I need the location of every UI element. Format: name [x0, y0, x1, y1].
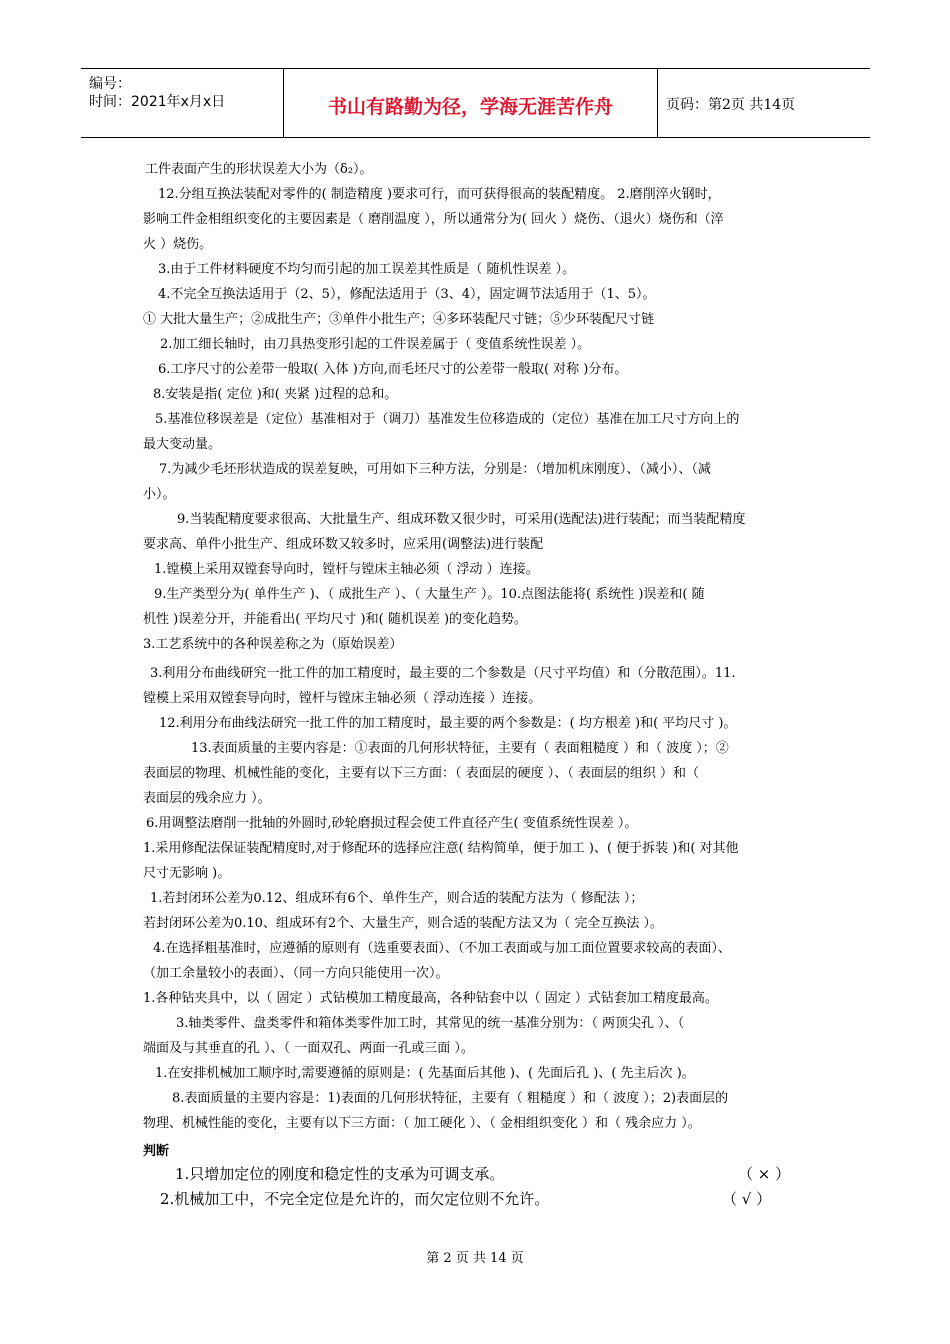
body-line: （加工余量较小的表面）、（同一方向只能使用一次）。: [143, 966, 449, 981]
body-line: 表面层的物理、机械性能的变化，主要有以下三方面：（ 表面层的硬度 ）、（ 表面层的组织 ）和（: [143, 766, 700, 781]
body-line: 表面层的残余应力 ）。: [143, 791, 271, 806]
judgment-answer: （ × ）: [738, 1165, 791, 1183]
body-line: 端面及与其垂直的孔 ）、（ 一面双孔、两面一孔或三面 ）。: [143, 1041, 474, 1056]
body-line: 3.轴类零件、盘类零件和箱体类零件加工时，其常见的统一基准分别为：（ 两顶尖孔 ）、（: [176, 1016, 685, 1031]
body-line: 4.在选择粗基准时，应遵循的原则有（选重要表面）、（不加工表面或与加工面位置要求较高的表面）、: [153, 941, 731, 956]
body-line: 9.生产类型分为( 单件生产 )、（ 成批生产 ）、（ 大量生产 ）。10.点图法能将( 系统性 )误差和( 随: [154, 587, 705, 602]
body-line: 8.表面质量的主要内容是：1)表面的几何形状特征，主要有（ 粗糙度 ）和（ 波度 ）；2)表面层的: [172, 1091, 729, 1106]
body-line: 最大变动量。: [143, 437, 222, 452]
body-line: 6.工序尺寸的公差带一般取( 入体 )方向,而毛坯尺寸的公差带一般取( 对称 )分布。: [158, 362, 628, 377]
judgment-question: 2.机械加工中，不完全定位是允许的，而欠定位则不允许。: [160, 1190, 550, 1208]
body-line: 若封闭环公差为0.10、组成环有2个、大量生产，则合适的装配方法又为（ 完全互换法 ）。: [143, 916, 663, 931]
body-line: 2.加工细长轴时，由刀具热变形引起的工件误差属于（ 变值系统性误差 ）。: [160, 337, 591, 352]
body-line: 3.工艺系统中的各种误差称之为（原始误差）: [143, 637, 403, 652]
body-line: 火 ）烧伤。: [143, 237, 213, 252]
body-line: 3.由于工件材料硬度不均匀而引起的加工误差其性质是（ 随机性误差 ）。: [158, 262, 576, 277]
body-line: 3.利用分布曲线研究一批工件的加工精度时，最主要的二个参数是（尺寸平均值）和（分散范围）。11.: [150, 666, 736, 681]
page-footer: 第 2 页 共 14 页: [426, 1251, 524, 1266]
document-number: 编号：: [89, 76, 131, 92]
body-line: ① 大批大量生产；②成批生产；③单件小批生产；④多环装配尺寸链；⑤少环装配尺寸链: [143, 312, 655, 327]
motto-text: 书山有路勤为径，学海无涯苦作舟: [327, 96, 613, 118]
page-header: [81, 68, 870, 138]
body-line: 6.用调整法磨削一批轴的外圆时,砂轮磨损过程会使工件直径产生( 变值系统性误差 ）。: [146, 816, 638, 831]
body-line: 1.在安排机械加工顺序时,需要遵循的原则是：( 先基面后其他 )、( 先面后孔 )、( 先主后次 )。: [155, 1066, 695, 1081]
body-line: 小）。: [143, 487, 176, 502]
body-line: 1.各种钻夹具中，以（ 固定 ）式钻模加工精度最高，各种钻套中以（ 固定 ）式钻套加工精度最高。: [143, 991, 718, 1006]
body-line: 要求高、单件小批生产、组成环数又较多时，应采用(调整法)进行装配: [143, 537, 544, 552]
document-date: 时间：2021年x月x日: [89, 94, 226, 110]
body-line: 1.若封闭环公差为0.12、组成环有6个、单件生产，则合适的装配方法为（ 修配法 ）；: [150, 891, 644, 906]
body-line: 机性 )误差分开，并能看出( 平均尺寸 )和( 随机误差 )的变化趋势。: [143, 612, 528, 627]
body-line: 9.当装配精度要求很高、大批量生产、组成环数又很少时，可采用(选配法)进行装配；而当装配精度: [177, 512, 746, 527]
header-info-cell: [81, 69, 284, 137]
body-line: 尺寸无影响 )。: [143, 866, 231, 881]
body-line: 8.安装是指( 定位 )和( 夹紧 )过程的总和。: [153, 387, 398, 402]
judgment-heading: 判断: [143, 1144, 170, 1159]
body-line: 1.镗模上采用双镗套导向时，镗杆与镗床主轴必须（ 浮动 ）连接。: [154, 562, 539, 577]
judgment-answer: （ √ ）: [722, 1190, 772, 1208]
header-motto-cell: [284, 69, 658, 137]
header-page-cell: [658, 69, 870, 137]
body-line: 1.采用修配法保证装配精度时,对于修配环的选择应注意( 结构简单，便于加工 )、( 便于拆装 )和( 对其他: [143, 841, 739, 856]
body-line: 5.基准位移误差是（定位）基准相对于（调刀）基准发生位移造成的（定位）基准在加工尺寸方向上的: [155, 412, 740, 427]
body-line: 镗模上采用双镗套导向时，镗杆与镗床主轴必须（ 浮动连接 ）连接。: [143, 691, 542, 706]
body-line: 13.表面质量的主要内容是：①表面的几何形状特征，主要有（ 表面粗糙度 ）和（ 波度 ）；②: [191, 741, 729, 756]
judgment-question: 1.只增加定位的刚度和稳定性的支承为可调支承。: [175, 1165, 505, 1183]
body-line: 物理、机械性能的变化，主要有以下三方面：（ 加工硬化 ）、（ 金相组织变化 ）和（ 残余应力 ）。: [143, 1116, 701, 1131]
body-line: 7.为减少毛坯形状造成的误差复映，可用如下三种方法，分别是：（增加机床刚度）、（减小）、（减: [159, 462, 711, 477]
header-page-number: 页码：第2页 共14页: [666, 97, 796, 113]
body-line: 12.利用分布曲线法研究一批工件的加工精度时，最主要的两个参数是：( 均方根差 )和( 平均尺寸 )。: [159, 716, 737, 731]
body-line: 影响工件金相组织变化的主要因素是（ 磨削温度 ），所以通常分为( 回火 ）烧伤、（退火）烧伤和（淬: [143, 212, 724, 227]
body-line: 4.不完全互换法适用于（2、5），修配法适用于（3、4），固定调节法适用于（1、5）。: [158, 287, 656, 302]
body-line: 工件表面产生的形状误差大小为（δ₂）。: [145, 162, 373, 177]
body-line: 12.分组互换法装配对零件的( 制造精度 )要求可行，而可获得很高的装配精度。 2.磨削淬火钢时，: [158, 187, 721, 202]
